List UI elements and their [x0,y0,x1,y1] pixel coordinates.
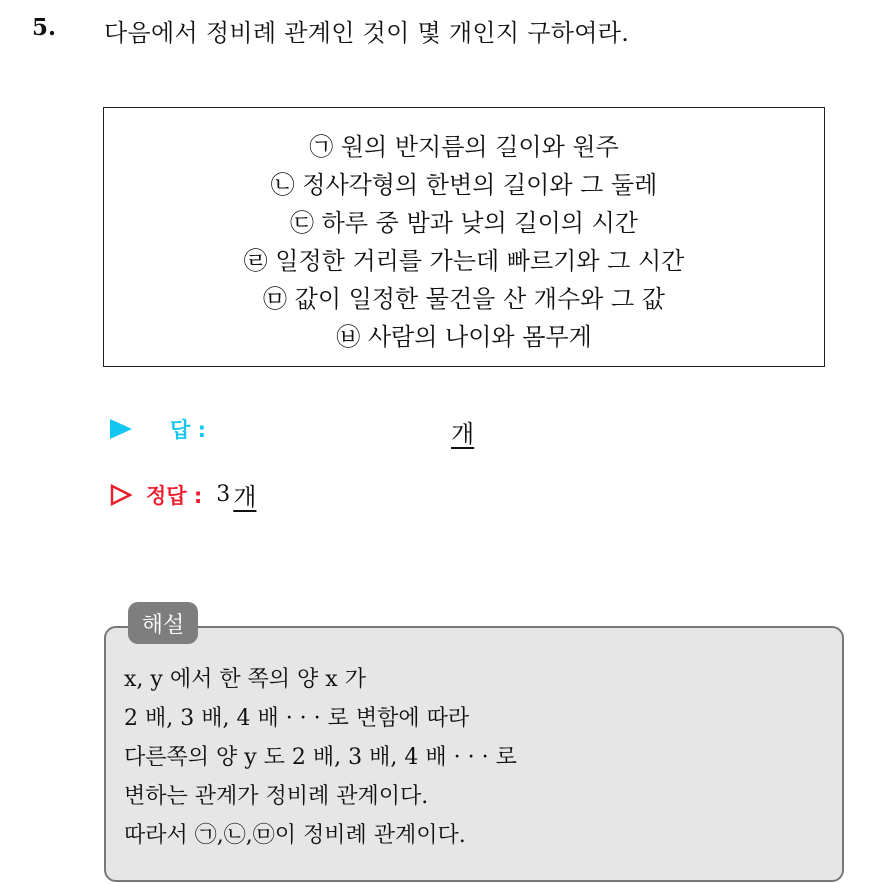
outline-arrow-icon [110,484,132,506]
correct-answer-row [110,477,256,512]
question-number: 5. [32,14,57,41]
answer-label: 답 : [170,418,206,442]
question-text: 다음에서 정비례 관계인 것이 몇 개인지 구하여라. [104,19,630,47]
option-2: ㉡ 정사각형의 한변의 길이와 그 둘레 [270,171,658,199]
explanation-line-1: x, y 에서 한 쪽의 양 x 가 [124,667,366,692]
option-3: ㉢ 하루 중 밤과 낮의 길이의 시간 [290,209,638,237]
option-1: ㉠ 원의 반지름의 길이와 원주 [309,133,619,161]
play-arrow-icon [110,419,132,439]
options-box [103,107,825,367]
option-6: ㉥ 사람의 나이와 몸무게 [336,323,592,351]
option-5: ㉤ 값이 일정한 물건을 산 개수와 그 값 [263,285,665,313]
answer-row [110,414,206,444]
answer-unit: 개 [451,420,475,448]
option-4: ㉣ 일정한 거리를 가는데 빠르기와 그 시간 [243,247,685,275]
explanation-line-4: 변하는 관계가 정비례 관계이다. [124,784,429,809]
explanation-text [124,660,517,855]
explanation-line-2: 2 배, 3 배, 4 배 · · · 로 변함에 따라 [124,706,470,731]
correct-answer-label: 정답 : [146,483,203,508]
explanation-tag: 해설 [128,602,198,644]
correct-answer-value: 3 [216,482,231,507]
explanation-line-5: 따라서 ㉠,㉡,㉤이 정비례 관계이다. [124,823,466,848]
explanation-line-3: 다른쪽의 양 y 도 2 배, 3 배, 4 배 · · · 로 [124,745,517,770]
correct-answer-unit: 개 [233,483,257,511]
